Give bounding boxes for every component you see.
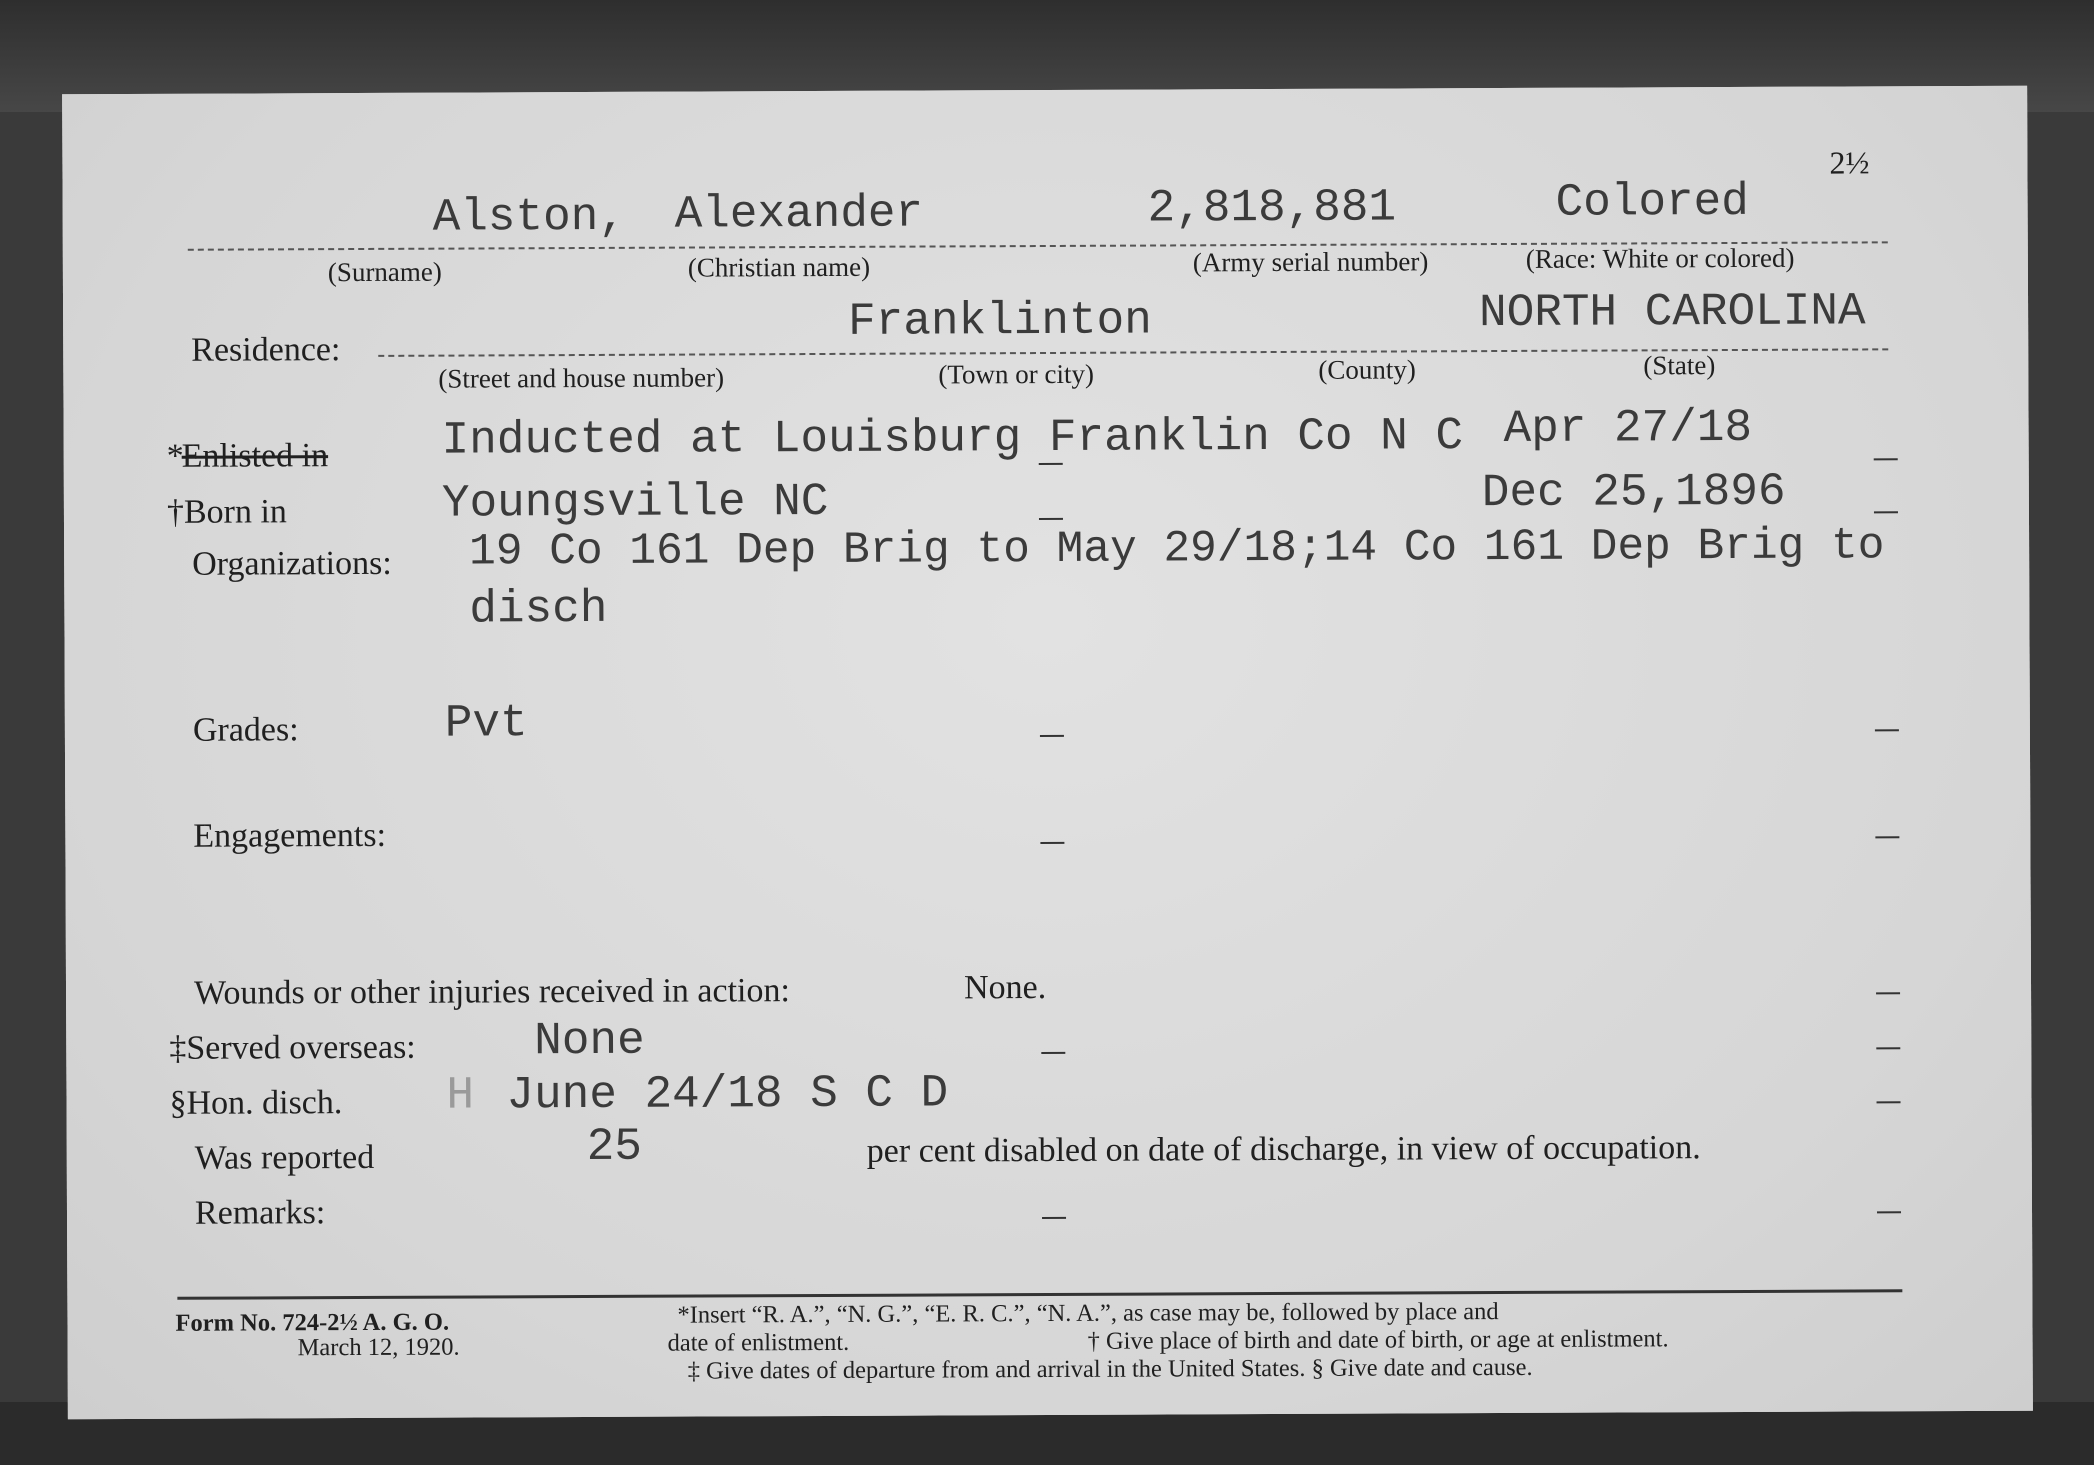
disch-struck-mark: H <box>446 1069 475 1122</box>
wounds-entry: None. <box>963 969 1047 1007</box>
organizations-entry: 19 Co 161 Dep Brig to May 29/18;14 Co 161 Dep Brig to <box>469 521 1885 578</box>
footnote-line-1: *Insert “R. A.”, “N. G.”, “E. R. C.”, “N. A.”, as case may be, followed by place and <box>677 1298 1499 1329</box>
caption-race: (Race: White or colored) <box>1525 242 1795 274</box>
column-mark <box>1039 518 1063 520</box>
caption-surname: (Surname) <box>327 256 442 288</box>
organizations-entry-continued: disch <box>469 582 608 636</box>
service-record-card <box>62 86 2033 1420</box>
race-entry: Colored <box>1555 175 1749 229</box>
caption-town: (Town or city) <box>938 358 1094 390</box>
christian-name-entry: Alexander <box>674 187 924 241</box>
state-entry: NORTH CAROLINA <box>1478 285 1866 340</box>
column-mark <box>1042 1217 1066 1219</box>
hon-disch-entry: June 24/18 S C D <box>506 1067 949 1122</box>
column-mark <box>1040 735 1064 737</box>
residence-label: Residence: <box>191 331 341 369</box>
caption-street: (Street and house number) <box>438 362 725 394</box>
caption-christian-name: (Christian name) <box>687 251 871 283</box>
was-reported-label: Was reported <box>194 1138 375 1177</box>
column-mark <box>1874 458 1898 460</box>
hon-disch-label: Hon. disch. <box>186 1084 343 1122</box>
footnote-line-2a: date of enlistment. <box>667 1328 850 1357</box>
disabled-text: per cent disabled on date of discharge, in view of occupation. <box>866 1129 1701 1170</box>
caption-state: (State) <box>1643 350 1716 381</box>
column-mark <box>1875 729 1899 731</box>
column-mark <box>1877 1101 1901 1103</box>
town-entry: Franklinton <box>848 294 1152 348</box>
enlisted-label: Enlisted in <box>181 437 329 475</box>
enlisted-date-entry: Apr 27/18 <box>1503 401 1753 456</box>
served-overseas-label: Served overseas: <box>186 1028 416 1067</box>
column-mark <box>1040 842 1064 844</box>
percent-entry: 25 <box>586 1120 643 1174</box>
form-date: March 12, 1920. <box>297 1333 460 1362</box>
column-mark <box>1876 992 1900 994</box>
column-mark <box>1041 1052 1065 1054</box>
serial-number-entry: 2,818,881 <box>1147 181 1397 235</box>
served-overseas-entry: None <box>534 1014 645 1068</box>
born-prefix: † <box>166 493 185 531</box>
caption-county: (County) <box>1318 354 1416 385</box>
grades-label: Grades: <box>192 711 299 749</box>
overseas-prefix: ‡ <box>169 1029 187 1067</box>
born-label: Born in <box>183 493 287 531</box>
form-number: Form No. 724-2½ A. G. O. <box>175 1308 450 1337</box>
engagements-label: Engagements: <box>193 816 387 855</box>
column-mark <box>1039 463 1063 465</box>
born-place-entry: Youngsville NC <box>441 475 829 530</box>
wounds-label: Wounds or other injuries received in action: <box>193 972 790 1012</box>
disch-prefix: § <box>169 1084 187 1122</box>
remarks-label: Remarks: <box>194 1194 326 1232</box>
surname-entry: Alston, <box>432 190 627 244</box>
footnote-line-3: ‡ Give dates of departure from and arrival in the United States. § Give date and cause. <box>687 1353 1533 1385</box>
caption-serial-number: (Army serial number) <box>1192 246 1429 278</box>
enlisted-entry: Inducted at Louisburg Franklin Co N C <box>441 410 1464 467</box>
footnote-line-2b: † Give place of birth and date of birth, or age at enlistment. <box>1087 1325 1669 1355</box>
column-mark <box>1877 1211 1901 1213</box>
corner-code: 2½ <box>1829 144 1870 181</box>
enlisted-prefix: * <box>166 437 184 475</box>
column-mark <box>1875 836 1899 838</box>
grade-entry: Pvt <box>444 697 528 750</box>
column-mark <box>1874 511 1898 513</box>
organizations-label: Organizations: <box>192 544 392 583</box>
column-mark <box>1876 1047 1900 1049</box>
footer-rule <box>177 1289 1902 1300</box>
born-date-entry: Dec 25,1896 <box>1481 465 1786 520</box>
